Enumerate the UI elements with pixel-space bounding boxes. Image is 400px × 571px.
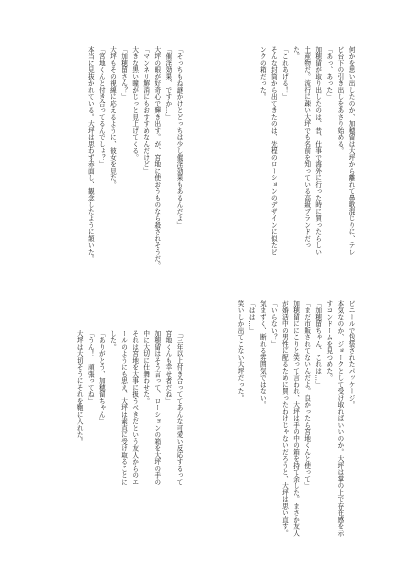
text-block-left-lower: 「三年以上付き合っててあんな可愛い反応するって宮地くんも幸せ者だね」 加穂留はそう言って、ローションの箱を大坪の手の中に大切に仕舞わせた。 それは宮地を大事に扱うべきだという友人からのエールのようにも思え、大坪は素直に受け取ることにした。 「ありがとう、加穂留ちゃん」 「うん！ 頑張ってね」 大坪は大切そうにそれを鞄に入れた。 xyxy=(75,330,183,486)
text-block-right-upper: 何かを思い出したのか、加穂留は大坪から離れて鼻歌混じりに、テレビ台下の引き出しをあさり始める。 「あっ、あった」 加穂留が取り出したのは、昔、仕事で海外に行った時に買ったらしい土産物だ。流行に疎い大坪でも名前を知っている高級ブランドだった。 「これあげる！」 そんな封筒から出てきたのは、先程のローションのデザインに似たピンクの箱だった。 xyxy=(258,46,355,256)
text-block-right-lower: ビニールで包装されたパッケージ。 本気なのか、ジョークとして受け取ればいいのか。大坪は掌の上で存在感を示すコンドームを見つめた。 「加穂留ちゃん、これは…」 「まだ市販されてないんだよ。良かったら宮地くんと使って」 加穂留ににこりと笑って言われ、大坪は手の中の箱を持て余した。まさか友人が婚活中の男性に配るために買ったわけじゃないだろうと、大坪は思い直す。 「いらない？」 気まずく、断れる雰囲気ではない。 「はは…」 笑いしか出てこない大坪だった。 xyxy=(236,300,355,537)
text-block-left-upper: 「そっちもね謎かけとどっちは少し催淫効果もあるんだよ」 「催淫効果、ですか…」 大坪の眼が好奇心で輝き出す。が、宮地に使おうものなら殺されそうだ。 「マンネリ解消にもおすすめなんだけど」 大きな黒い瞳がじっと見上げてくる。 「加穂留さん？」 大坪もその視線に応えるように、彼女を見た。 「宮地くんと付き合ってるんでしょ？」 本当に見抜かれている。大坪は思わず赤面し、観念したように頷いた。 xyxy=(86,46,183,269)
